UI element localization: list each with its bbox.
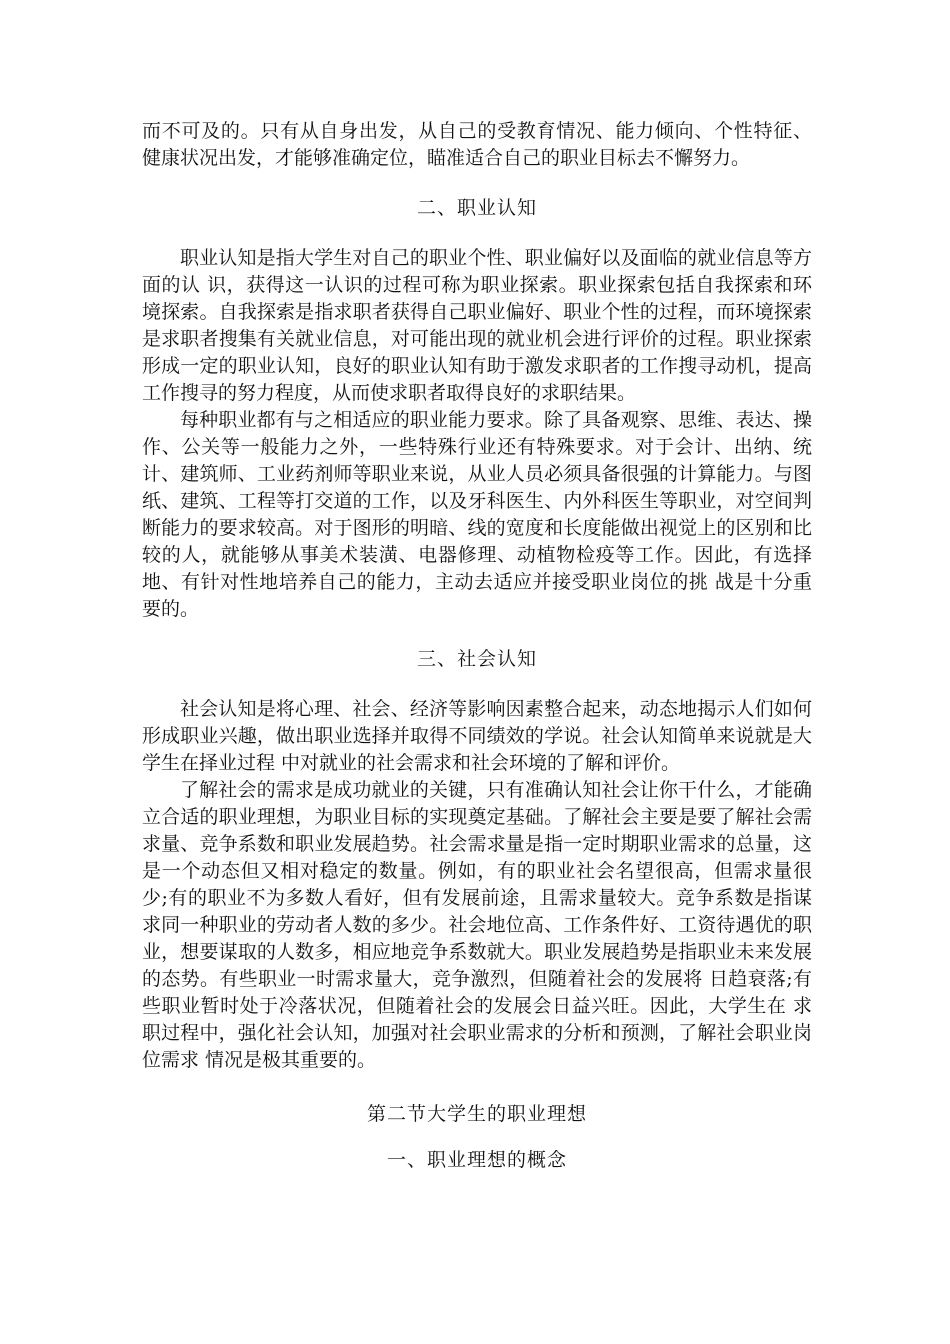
paragraph-social-cognition-1: 社会认知是将心理、社会、经济等影响因素整合起来，动态地揭示人们如何形成职业兴趣，做出职业选择并取得不同绩效的学说。社会认知简单来说就是大学生在择业过程 中对就业的社会需求和社会环境的了解和评价。 (142, 698, 812, 774)
paragraph-intro-tail: 而不可及的。只有从自身出发，从自己的受教育情况、能力倾向、个性特征、 健康状况出发，才能够准确定位，瞄准适合自己的职业目标去不懈努力。 (142, 120, 812, 169)
heading-chapter-career-ideal: 第二节大学生的职业理想 (366, 1103, 587, 1125)
paragraph-career-cognition-2: 每种职业都有与之相适应的职业能力要求。除了具备观察、思维、表达、操作、公关等一般能力之外，一些特殊行业还有特殊要求。对于会计、出纳、统计、建筑师、工业药剂师等职业来说，从业人员必须具备很强的计算能力。与图纸、建筑、工程等打交道的工作，以及牙科医生、内外科医生等职业，对空间判断能力的要求较高。对于图形的明暗、线的宽度和长度能做出视觉上的区别和比较的人，就能够从事美术装潢、电器修理、动植物检疫等工作。因此，有选择地、有针对性地培养自己的能力，主动去适应并接受职业岗位的挑 战是十分重要的。 (142, 409, 812, 620)
paragraph-career-cognition-1: 职业认知是指大学生对自己的职业个性、职业偏好以及面临的就业信息等方面的认 识，获得这一认识的过程可称为职业探索。职业探索包括自我探索和环境探索。自我探索是指求职者获得自己职业偏好、职业个性的过程，而环境探索是求职者搜集有关就业信息，对可能出现的就业机会进行评价的过程。职业探索形成一定的职业认知，良好的职业认知有助于激发求职者的工作搜寻动机，提高工作搜寻的努力程度，从而使求职者取得良好的求职结果。 (142, 247, 812, 404)
heading-career-ideal-concept: 一、职业理想的概念 (386, 1149, 567, 1171)
document-page (142, 118, 812, 1174)
heading-career-cognition: 二、职业认知 (416, 197, 537, 219)
heading-social-cognition: 三、社会认知 (416, 648, 537, 670)
paragraph-social-cognition-2: 了解社会的需求是成功就业的关键，只有准确认知社会让你干什么，才能确立合适的职业理想，为职业目标的实现奠定基础。了解社会主要是要了解社会需求量、竞争系数和职业发展趋势。社会需求量是指一定时期职业需求的总量，这是一个动态但又相对稳定的数量。例如，有的职业社会名望很高，但需求量很少;有的职业不为多数人看好，但有发展前途，且需求量较大。竞争系数是指谋求同一种职业的劳动者人数的多少。社会地位高、工作条件好、工资待遇优的职业，想要谋取的人数多，相应地竞争系数就大。职业发展趋势是指职业未来发展的态势。有些职业一时需求量大，竞争激烈，但随着社会的发展将 日趋衰落;有些职业暂时处于冷落状况，但随着社会的发展会日益兴旺。因此，大学生在 求职过程中，强化社会认知，加强对社会职业需求的分析和预测，了解社会职业岗位需求 情况是极其重要的。 (142, 779, 812, 1071)
